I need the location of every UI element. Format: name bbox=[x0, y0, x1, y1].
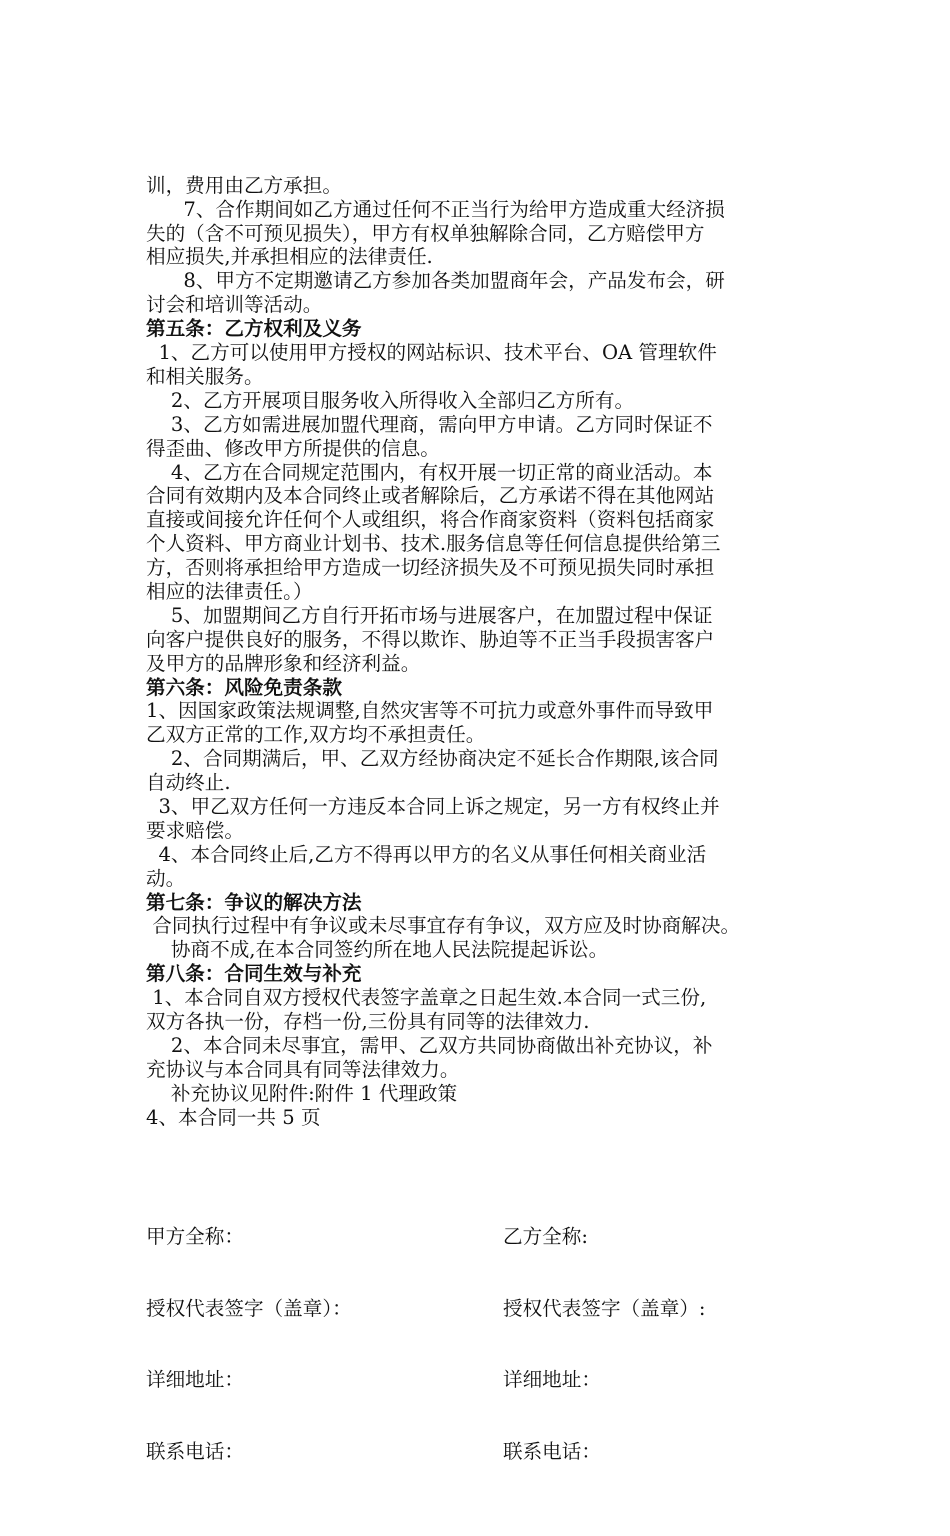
signature-row-name bbox=[146, 1225, 818, 1249]
body-line: 2、本合同未尽事宜，需甲、乙双方共同协商做出补充协议，补 bbox=[146, 1033, 713, 1057]
body-line: 得歪曲、修改甲方所提供的信息。 bbox=[146, 436, 440, 460]
body-line: 8、甲方不定期邀请乙方参加各类加盟商年会，产品发布会，研 bbox=[146, 269, 725, 293]
body-line: 乙双方正常的工作,双方均不承担责任。 bbox=[146, 723, 486, 747]
party-a-phone-label: 联系电话： bbox=[146, 1440, 244, 1464]
body-line: 充协议与本合同具有同等法律效力。 bbox=[146, 1057, 460, 1081]
party-a-name-label: 甲方全称： bbox=[146, 1225, 244, 1249]
party-b-name-label: 乙方全称: bbox=[503, 1225, 588, 1249]
contract-page bbox=[146, 126, 818, 1536]
body-line: 和相关服务。 bbox=[146, 364, 264, 388]
body-line: 训，费用由乙方承担。 bbox=[146, 173, 342, 197]
signature-row-phone bbox=[146, 1440, 818, 1464]
party-b-phone-label: 联系电话： bbox=[503, 1440, 601, 1464]
body-line: 2、合同期满后，甲、乙双方经协商决定不延长合作期限,该合同 bbox=[146, 747, 719, 771]
section-heading: 第五条：乙方权利及义务 bbox=[146, 317, 362, 341]
party-a-signature-label: 授权代表签字（盖章）： bbox=[146, 1296, 352, 1320]
body-line: 向客户提供良好的服务，不得以欺诈、胁迫等不正当手段损害客户 bbox=[146, 627, 715, 651]
body-line: 合同执行过程中有争议或未尽事宜存有争议，双方应及时协商解决。 bbox=[146, 914, 741, 938]
contract-body bbox=[146, 174, 818, 1130]
body-line: 失的（含不可预见损失），甲方有权单独解除合同，乙方赔偿甲方 bbox=[146, 221, 705, 245]
signature-block bbox=[146, 1177, 818, 1512]
body-line: 3、乙方如需进展加盟代理商，需向甲方申请。乙方同时保证不 bbox=[146, 412, 713, 436]
party-a-address-label: 详细地址： bbox=[146, 1368, 244, 1392]
body-line: 1、因国家政策法规调整,自然灾害等不可抗力或意外事件而导致甲 bbox=[146, 699, 714, 723]
body-line: 4、乙方在合同规定范围内，有权开展一切正常的商业活动。本 bbox=[146, 460, 713, 484]
body-line: 相应损失,并承担相应的法律责任. bbox=[146, 245, 433, 269]
section-heading: 第六条：风险免责条款 bbox=[146, 675, 342, 699]
body-line: 1、本合同自双方授权代表签字盖章之日起生效.本合同一式三份, bbox=[146, 986, 707, 1010]
body-line: 双方各执一份，存档一份,三份具有同等的法律效力. bbox=[146, 1009, 590, 1033]
party-b-address-label: 详细地址： bbox=[503, 1368, 601, 1392]
body-line: 4、本合同一共 5 页 bbox=[146, 1105, 321, 1129]
body-line: 相应的法律责任。） bbox=[146, 579, 313, 603]
body-line: 4、本合同终止后,乙方不得再以甲方的名义从事任何相关商业活 bbox=[146, 842, 707, 866]
body-line: 2、乙方开展项目服务收入所得收入全部归乙方所有。 bbox=[146, 388, 635, 412]
body-line: 要求赔偿。 bbox=[146, 818, 244, 842]
body-line: 补充协议见附件:附件 1 代理政策 bbox=[146, 1081, 458, 1105]
section-heading: 第八条：合同生效与补充 bbox=[146, 962, 362, 986]
signature-row-address bbox=[146, 1368, 818, 1392]
body-line: 及甲方的品牌形象和经济利益。 bbox=[146, 651, 421, 675]
body-line: 3、甲乙双方任何一方违反本合同上诉之规定，另一方有权终止并 bbox=[146, 794, 720, 818]
body-line: 7、合作期间如乙方通过任何不正当行为给甲方造成重大经济损 bbox=[146, 197, 725, 221]
body-line: 动。 bbox=[146, 866, 186, 890]
body-line: 讨会和培训等活动。 bbox=[146, 293, 323, 317]
body-line: 5、加盟期间乙方自行开拓市场与进展客户，在加盟过程中保证 bbox=[146, 603, 713, 627]
body-line: 协商不成,在本合同签约所在地人民法院提起诉讼。 bbox=[146, 938, 609, 962]
body-line: 直接或间接允许任何个人或组织，将合作商家资料（资料包括商家 bbox=[146, 508, 715, 532]
party-b-signature-label: 授权代表签字（盖章）: bbox=[503, 1296, 706, 1320]
body-line: 个人资料、甲方商业计划书、技术.服务信息等任何信息提供给第三 bbox=[146, 532, 721, 556]
section-heading: 第七条：争议的解决方法 bbox=[146, 890, 362, 914]
body-line: 自动终止. bbox=[146, 771, 231, 795]
signature-row-representative bbox=[146, 1297, 818, 1321]
body-line: 方，否则将承担给甲方造成一切经济损失及不可预见损失同时承担 bbox=[146, 556, 715, 580]
body-line: 合同有效期内及本合同终止或者解除后，乙方承诺不得在其他网站 bbox=[146, 484, 715, 508]
body-line: 1、乙方可以使用甲方授权的网站标识、技术平台、OA 管理软件 bbox=[146, 341, 717, 365]
